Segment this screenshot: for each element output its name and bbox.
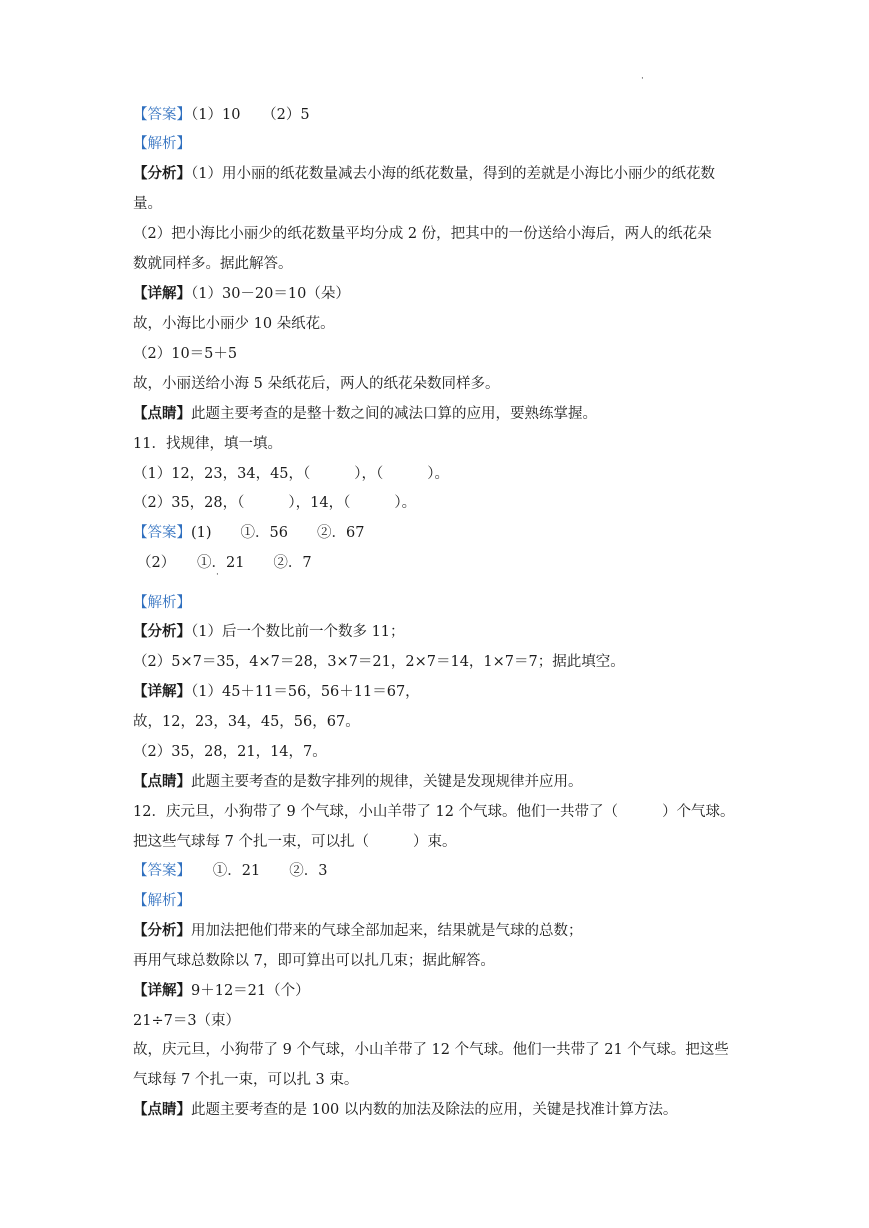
fenxi-tag: 【分析】 <box>133 623 191 640</box>
q10-xiangjie-4: 故，小丽送给小海 5 朵纸花后，两人的纸花朵数同样多。 <box>133 376 500 392</box>
q10-fenxi-cont: 量。 <box>133 196 162 212</box>
xiangjie-tag: 【详解】 <box>133 683 191 700</box>
q12-xiangjie-4: 气球每 7 个扎一束，可以扎 3 束。 <box>133 1072 359 1088</box>
q11-part1: （1）12，23，34，45，（ ），（ ）。 <box>133 466 450 482</box>
q11-analysis <box>133 593 743 613</box>
q12-answer: 【答案】 ①．21 ②．3 <box>133 863 328 879</box>
scan-dot: · <box>641 74 644 84</box>
analysis-tag: 【解析】 <box>133 893 191 909</box>
q11-xiangjie: 【详解】（1）45＋11＝56，56＋11＝67， <box>133 683 420 700</box>
xiangjie-tag: 【详解】 <box>133 285 191 302</box>
q10-analysis <box>133 134 743 154</box>
answer-tag: 【答案】 <box>133 525 191 541</box>
q12-title-cont: 把这些气球每 7 个扎一束，可以扎（ ）束。 <box>133 834 457 850</box>
q10-fenxi-2: （2）把小海比小丽少的纸花数量平均分成 2 份，把其中的一份送给小海后，两人的纸花朵 <box>133 226 712 242</box>
dianjing-tag: 【点睛】 <box>133 1101 191 1118</box>
q11-answer: 【答案】(1) ①．56 ②．67 <box>133 525 365 541</box>
answer-tag: 【答案】 <box>133 863 184 879</box>
q11-answer-2: （2） ①．21 ②．7 <box>137 555 312 571</box>
analysis-tag: 【解析】 <box>133 595 191 611</box>
q10-xiangjie-2: 故，小海比小丽少 10 朵纸花。 <box>133 316 335 332</box>
q12-fenxi: 【分析】用加法把他们带来的气球全部加起来，结果就是气球的总数； <box>133 922 583 939</box>
q11-fenxi-2: （2）5×7＝35，4×7＝28，3×7＝21，2×7＝14，1×7＝7；据此填空。 <box>133 654 625 670</box>
q10-fenxi-2-cont: 数就同样多。据此解答。 <box>133 256 293 272</box>
xiangjie-tag: 【详解】 <box>133 982 191 999</box>
q11-fenxi: 【分析】（1）后一个数比前一个数多 11； <box>133 623 405 640</box>
dianjing-tag: 【点睛】 <box>133 773 191 790</box>
q11-title: 11．找规律，填一填。 <box>133 436 282 452</box>
q10-xiangjie-3: （2）10＝5＋5 <box>133 346 238 362</box>
q11-dianjing: 【点睛】此题主要考查的是数字排列的规律，关键是发现规律并应用。 <box>133 773 583 790</box>
q10-xiangjie: 【详解】（1）30－20＝10（朵） <box>133 285 350 302</box>
dianjing-tag: 【点睛】 <box>133 405 191 422</box>
q11-xiangjie-2: 故，12，23，34，45，56，67。 <box>133 714 360 730</box>
q12-xiangjie-3: 故，庆元旦，小狗带了 9 个气球，小山羊带了 12 个气球。他们一共带了 21 个气球。把这些 <box>133 1042 729 1058</box>
q12-title: 12．庆元旦，小狗带了 9 个气球，小山羊带了 12 个气球。他们一共带了（ ）个气球。 <box>133 804 735 820</box>
q12-dianjing: 【点睛】此题主要考查的是 100 以内数的加法及除法的应用，关键是找准计算方法。 <box>133 1101 678 1118</box>
q10-fenxi: 【分析】（1）用小丽的纸花数量减去小海的纸花数量，得到的差就是小海比小丽少的纸花数 <box>133 165 715 182</box>
answer-tag: 【答案】 <box>133 107 191 123</box>
fenxi-tag: 【分析】 <box>133 165 191 182</box>
q12-analysis <box>133 891 743 911</box>
q11-part2: （2）35，28，（ ），14，（ ）。 <box>133 495 417 511</box>
q12-xiangjie-2: 21÷7＝3（束） <box>133 1013 241 1029</box>
q10-answer: 【答案】（1）10 （2）5 <box>133 107 310 123</box>
q10-dianjing: 【点睛】此题主要考查的是整十数之间的减法口算的应用，要熟练掌握。 <box>133 405 597 422</box>
q12-xiangjie: 【详解】9＋12＝21（个） <box>133 982 310 999</box>
q12-fenxi-2: 再用气球总数除以 7，即可算出可以扎几束；据此解答。 <box>133 953 495 969</box>
scan-dot: · <box>216 570 219 580</box>
fenxi-tag: 【分析】 <box>133 922 191 939</box>
analysis-tag: 【解析】 <box>133 136 191 152</box>
q11-xiangjie-3: （2）35，28，21，14，7。 <box>133 744 327 760</box>
